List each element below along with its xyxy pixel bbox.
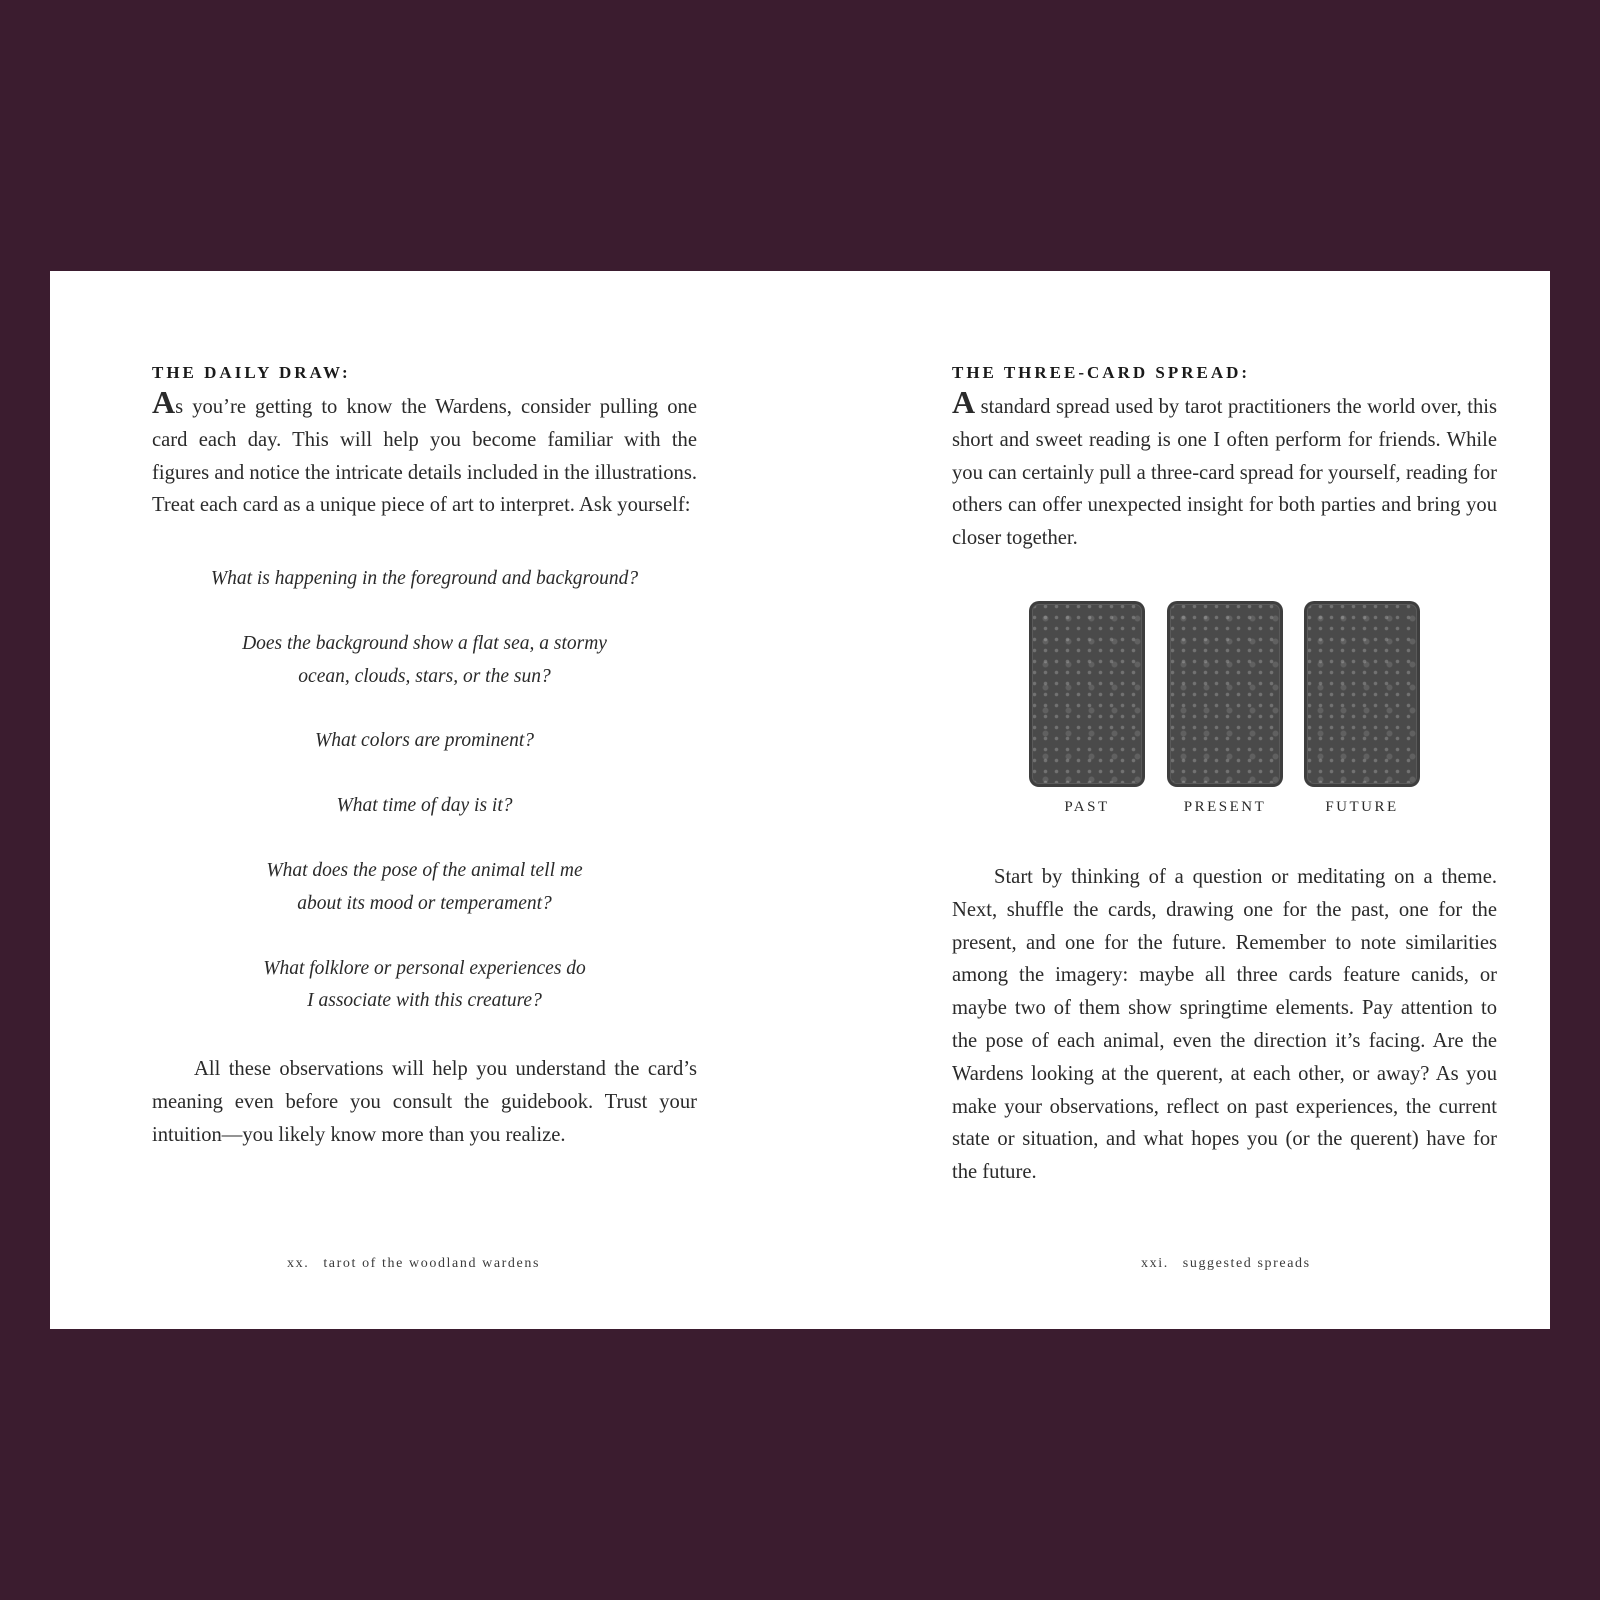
past-card-back	[1029, 601, 1145, 787]
daily-draw-intro-text: s you’re getting to know the Wardens, consider pulling one card each day. This will help you become familiar with the figures and notice the intricate details included in the illustrations. Treat each card as a unique piece of art to interpret. Ask yourself:	[152, 396, 697, 517]
right-page	[800, 271, 1550, 1329]
question-item: What time of day is it?	[336, 795, 513, 817]
question-item: What is happening in the foreground and background?	[210, 568, 639, 589]
page-number: xxi.	[1141, 1256, 1169, 1271]
right-folio	[1141, 1256, 1311, 1272]
daily-draw-closing: All these observations will help you understand the card’s meaning even before you consult the guidebook. Trust your intuition—you likely know more than you realize.	[152, 1058, 697, 1146]
question-item: What does the pose of the animal tell me about its mood or temperament?	[266, 859, 583, 914]
running-title: tarot of the woodland wardens	[323, 1256, 540, 1271]
future-card-label: FUTURE	[1325, 799, 1399, 815]
drop-cap: A	[152, 384, 176, 420]
three-card-intro	[952, 384, 1497, 555]
left-page	[50, 271, 800, 1329]
page-number: xx.	[287, 1256, 310, 1271]
present-card-back	[1167, 601, 1283, 787]
question-item: What colors are prominent?	[315, 730, 534, 752]
three-card-instructions: Start by thinking of a question or meditating on a theme. Next, shuffle the cards, drawing one for the past, one for the present, and one for the future. Remember to note similarities among the imagery: maybe all three cards feature canids, or maybe two of them show springtime elements. Pay attention to the pose of each animal, even the direction it’s facing. Are the Wardens looking at the querent, at each other, or away? As you make your observations, reflect on past experiences, the current state or situation, and what hopes you (or the querent) have for the future.	[952, 866, 1497, 1184]
book-spread	[50, 271, 1550, 1329]
three-card-intro-text: standard spread used by tarot practitioners the world over, this short and sweet reading is one I often perform for friends. While you can certainly pull a three-card spread for yourself, reading for others can offer unexpected insight for both parties and bring you closer together.	[952, 396, 1497, 550]
daily-draw-heading: THE DAILY DRAW:	[152, 363, 351, 382]
left-folio	[287, 1256, 540, 1272]
drop-cap: A	[952, 384, 976, 420]
reflection-questions	[152, 563, 697, 1050]
question-item: Does the background show a flat sea, a stormy ocean, clouds, stars, or the sun?	[242, 632, 607, 687]
past-card-label: PAST	[1064, 799, 1110, 815]
question-item: What folklore or personal experiences do I associate with this creature?	[263, 957, 586, 1012]
present-card-label: PRESENT	[1183, 799, 1267, 815]
three-card-heading: THE THREE-CARD SPREAD:	[952, 363, 1251, 382]
daily-draw-intro	[152, 384, 697, 522]
running-title: suggested spreads	[1182, 1256, 1311, 1271]
three-card-illustration	[800, 601, 1550, 821]
future-card-back	[1304, 601, 1420, 787]
